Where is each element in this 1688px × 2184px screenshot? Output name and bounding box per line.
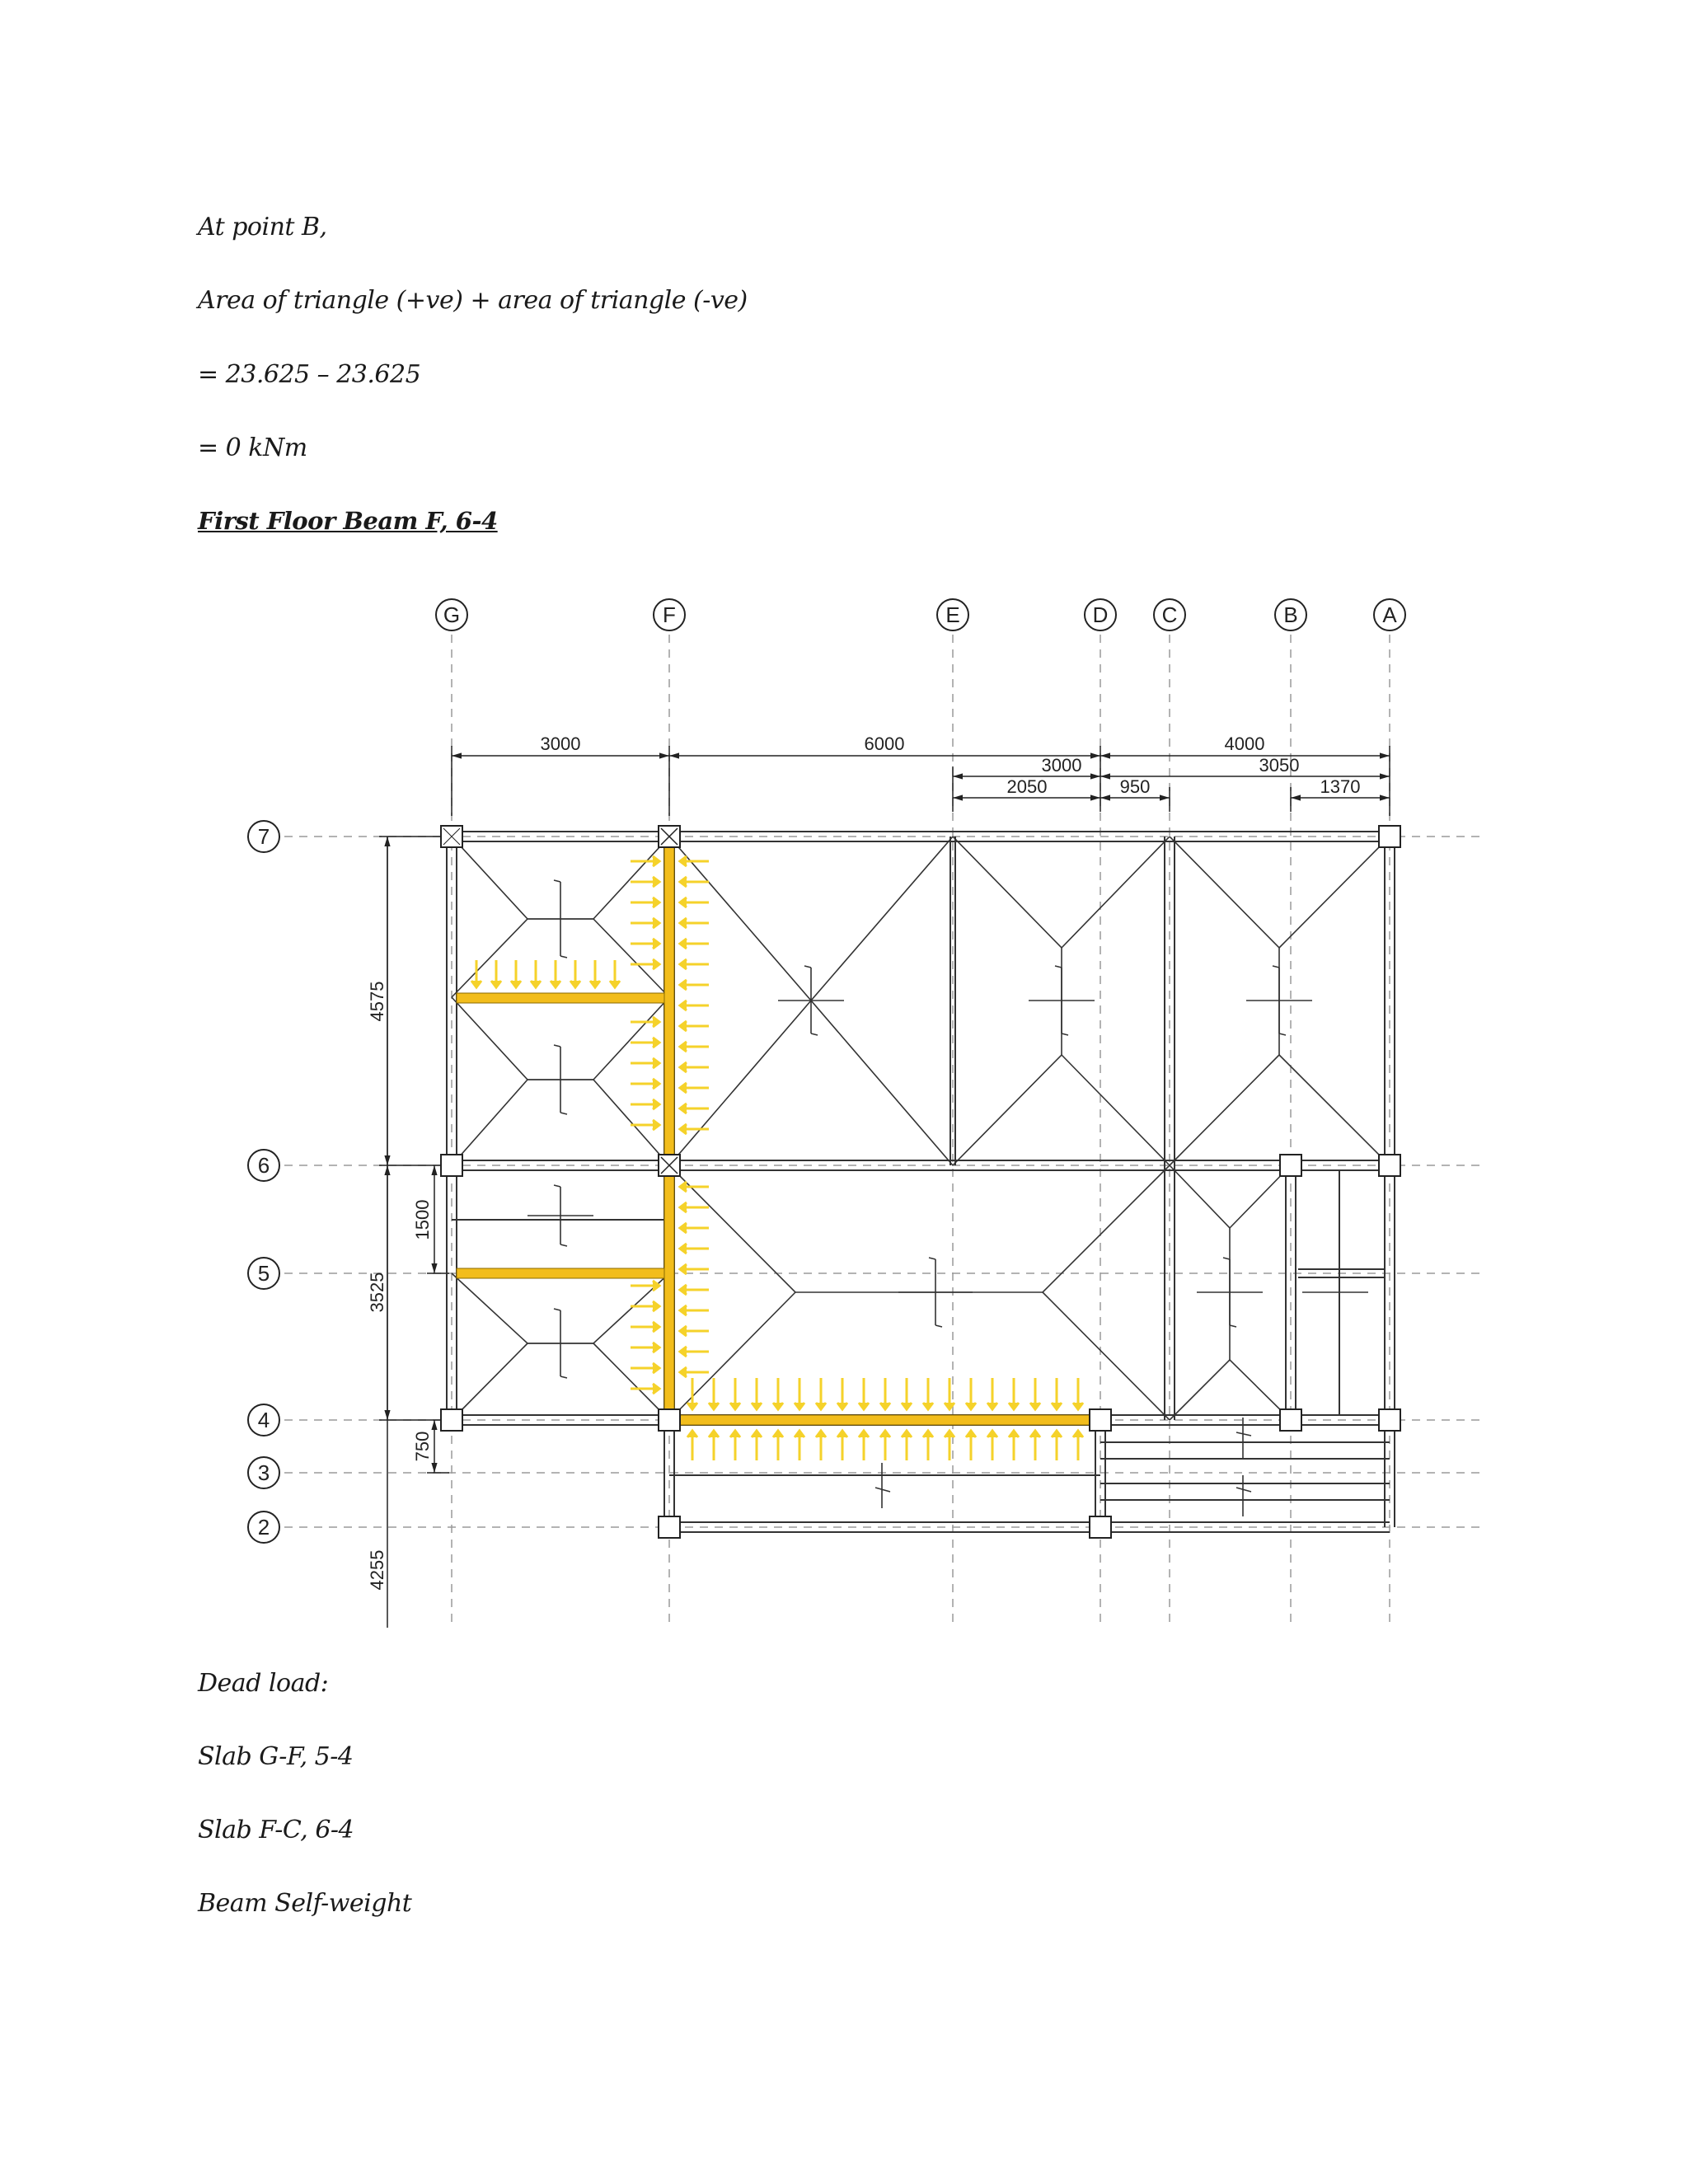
dim-label: 950	[1119, 776, 1151, 797]
column-square	[1379, 1155, 1400, 1176]
dim-label: 3000	[540, 733, 581, 754]
axis-label-row: 5	[257, 1261, 270, 1286]
arrows-down-beam-4	[687, 1378, 1083, 1409]
column-square	[1280, 1155, 1301, 1176]
arrows-up-beam-4	[687, 1431, 1083, 1460]
text-at-point: At point B,	[198, 213, 327, 241]
beam-gf-mid-highlight	[457, 993, 664, 1003]
axis-label-col: E	[945, 602, 960, 627]
dim-label: 3000	[1041, 755, 1082, 776]
column-axis-labels	[436, 599, 1405, 630]
text-area-expression: Area of triangle (+ve) + area of triangle (-ve)	[198, 286, 748, 315]
axis-label-col: A	[1382, 602, 1397, 627]
column-square	[659, 1516, 680, 1538]
dim-label: 6000	[864, 733, 905, 754]
column-square	[1379, 1409, 1400, 1431]
arrows-right-of-f-upper	[680, 856, 709, 1134]
dim-label: 4000	[1224, 733, 1265, 754]
dim-label: 2050	[1006, 776, 1048, 797]
column-square	[1090, 1409, 1111, 1431]
dim-label: 3525	[367, 1272, 387, 1313]
text-dead-load: Dead load:	[198, 1669, 329, 1698]
text-result: = 0 kNm	[198, 434, 307, 462]
axis-label-row: 4	[257, 1408, 270, 1432]
text-slab-fc: Slab F-C, 6-4	[198, 1816, 354, 1844]
dim-label: 750	[412, 1431, 433, 1462]
beam-f-highlight	[664, 841, 674, 1415]
column-square	[659, 826, 680, 847]
beam-lines	[447, 832, 1395, 1532]
top-dimension-labels	[541, 733, 1361, 797]
left-dimension-labels	[367, 982, 433, 1591]
dim-label: 1500	[412, 1199, 433, 1240]
column-square	[1379, 826, 1400, 847]
axis-label-row: 3	[257, 1460, 270, 1485]
row-axis-labels	[248, 821, 279, 1543]
beam-4-highlight	[674, 1415, 1095, 1425]
arrows-left-of-f-lower	[631, 1281, 659, 1394]
text-calculation: = 23.625 – 23.625	[198, 360, 421, 389]
axis-label-col: D	[1092, 602, 1109, 627]
dim-label: 4255	[367, 1549, 387, 1591]
axis-label-col: C	[1161, 602, 1178, 627]
column-square	[441, 826, 462, 847]
text-beam-self-weight: Beam Self-weight	[198, 1889, 412, 1918]
column-square	[441, 1155, 462, 1176]
axis-label-col: F	[663, 602, 676, 627]
dim-label: 3050	[1259, 755, 1300, 776]
column-square	[1090, 1516, 1111, 1538]
text-slab-gf: Slab G-F, 5-4	[198, 1742, 354, 1771]
column-square	[1280, 1409, 1301, 1431]
highlighted-beams	[457, 841, 1095, 1425]
axis-label-row: 6	[257, 1153, 270, 1178]
beam-gf-5-highlight	[457, 1268, 664, 1278]
dim-label: 1370	[1320, 776, 1361, 797]
section-heading: First Floor Beam F, 6-4	[198, 507, 498, 535]
yield-lines	[452, 837, 1390, 1420]
top-dimensions	[452, 746, 1390, 816]
arrows-down-gf-mid	[471, 960, 620, 987]
column-square	[441, 1409, 462, 1431]
arrows-right-of-f-lower	[680, 1182, 709, 1377]
column-square	[659, 1155, 680, 1176]
columns	[441, 826, 1400, 1538]
axis-label-row: 2	[257, 1515, 270, 1540]
axis-label-col: G	[443, 602, 461, 627]
column-square	[659, 1409, 680, 1431]
dim-label: 4575	[367, 981, 387, 1022]
axis-label-col: B	[1283, 602, 1298, 627]
axis-label-row: 7	[257, 824, 270, 849]
load-arrows	[471, 856, 1083, 1460]
